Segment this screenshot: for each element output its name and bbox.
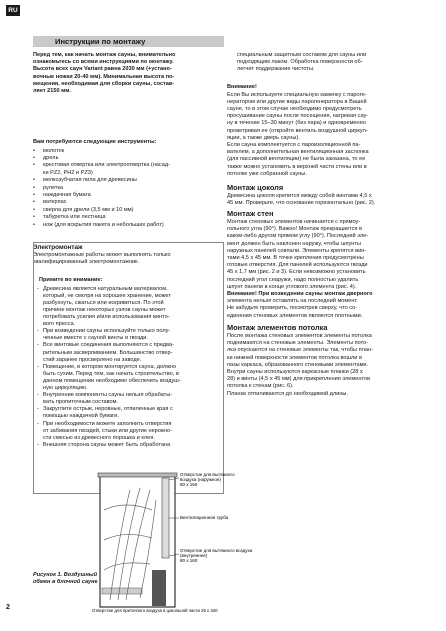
note-item-line: ченные вместе с сауной винты и гвозди.	[43, 335, 148, 342]
bullet-marker: •	[33, 147, 35, 154]
walls-line: Не забудьте проверить, посмотрев сверху, что со-	[227, 305, 358, 312]
bullet-marker: -	[37, 441, 39, 448]
attention-line: ну в течение 15–30 минут (без пара) и одновременно	[227, 120, 366, 127]
note-item-line: данном помещении необходимо обеспечить воздуш-	[43, 377, 181, 384]
label-pipe: Вентиляционная труба	[180, 515, 229, 520]
label-top-2: воздуха (наружное)	[180, 477, 221, 482]
note-item-line: При возведении сауны используйте только полу-	[43, 328, 171, 335]
tool-item: молоток	[43, 147, 65, 154]
tool-item: наждачная бумага	[43, 191, 91, 198]
note-heading: Примите во внимание:	[39, 277, 103, 283]
attention-line: нератором или другие виды парогенератора в Вашей	[227, 98, 367, 105]
bullet-marker: -	[37, 342, 39, 349]
walls-line: мент должен быть наклонен наружу, чтобы шпунты	[227, 240, 361, 247]
title-box	[33, 36, 224, 47]
ceiling-heading: Монтаж элементов потолка	[227, 323, 328, 332]
walls-line: последний угол снаружи, надо полностью удалить	[227, 276, 359, 283]
bullet-marker: -	[37, 392, 39, 399]
label-bottom-3: 80 x 160	[180, 558, 198, 563]
note-item-line: Закруглите острые, неровные, отпиленные края с	[43, 406, 173, 413]
walls-line: элемента нельзя оставлять на последний момент.	[227, 298, 358, 305]
attention-heading: Внимание!	[227, 84, 257, 90]
intro-line: Высота всех саун Variant равна 2030 мм (+устано-	[33, 66, 172, 73]
tool-item: табуретка или лестница	[43, 214, 106, 221]
note-item-line: который, не смотря на хорошее хранение, может	[43, 292, 171, 299]
label-intake: Отверстие для приточного воздуха в цокольной части 25 x 320	[92, 608, 218, 613]
label-bottom-1: Отверстие для вытяжного воздуха	[180, 548, 253, 553]
ceiling-line: потолка к стенам (рис. 6).	[227, 383, 294, 390]
continued-line: подходящим лаком. Обработка поверхности об-	[237, 59, 363, 66]
tool-item: ватерпас	[43, 199, 67, 206]
bullet-marker: •	[33, 177, 35, 184]
attention-line: потолке уже собранной сауны.	[227, 170, 307, 177]
walls-line: единения стеновых элементов являются плотными.	[227, 312, 363, 319]
note-item-line: вать пропиточным составом.	[43, 399, 119, 406]
ceiling-line: поднимаются на стеновые элементы. Элементы пото-	[227, 340, 369, 347]
note-item-line: сти смесью из древесного порошка и клея.	[43, 434, 155, 441]
sauna-airflow-figure	[90, 470, 270, 613]
note-item-line: стий заранее просверлено на заводе.	[43, 356, 142, 363]
bullet-marker: -	[37, 420, 39, 427]
bullet-marker: -	[37, 406, 39, 413]
vent-pipe	[162, 478, 169, 558]
attention-line: Если сауна комплектуется с пароизоляционной па-	[227, 142, 361, 148]
ceiling	[98, 473, 177, 477]
tool-item: крестовая отвертка или электроотвертка (насад-	[43, 162, 170, 169]
tool-item: мелкозубчатая пила для древесины	[43, 177, 137, 184]
bullet-marker: •	[33, 206, 35, 213]
ceiling-line: После монтажа стеновых элементов элементы потолка	[227, 333, 372, 339]
intro-line: мещения, необходимая для сборки сауны, состав-	[33, 80, 175, 87]
base-line: Древесина цоколя крепится между собой винтами 4,5 х	[227, 193, 372, 199]
bullet-marker: -	[37, 328, 39, 335]
note-item-line: Древесина является натуральным материалом,	[43, 285, 168, 292]
note-item-line: рительным засверливанием. Большинство отвер-	[43, 349, 173, 356]
bench	[102, 588, 142, 594]
figure-caption	[33, 572, 98, 586]
tool-item: рулетка	[43, 184, 64, 191]
electric-line: квалифицированный электромонтажник.	[33, 259, 140, 266]
note-item-line: Внешняя сторона сауны может быть обработана	[43, 441, 171, 448]
intro-line: Перед тем, как начать монтаж сауны, внимательно	[33, 52, 176, 58]
attention-line: вателем, а дополнительная вентиляционная заслонка	[227, 149, 369, 156]
electric-line: Электромонтажные работы может выполнять только	[33, 252, 171, 258]
intro-line: ляет 2150 мм.	[33, 88, 71, 94]
figure-caption-line: Рисунок 1. Воздушный	[33, 572, 98, 578]
walls-line: Монтаж стеновых элементов начинается с прямоу-	[227, 219, 361, 225]
bullet-marker: •	[33, 154, 35, 161]
note-item-line: Помещение, в котором монтируется сауна, должно	[43, 363, 177, 370]
ceiling-line: 28) и винты (4,5 х 45 мм) для прикрепления элементов	[227, 376, 371, 383]
label-bottom-2: (внутреннее)	[180, 553, 208, 558]
intro-line: ознакомьтесь со всеми инструкциями по монтажу.	[33, 59, 174, 66]
attention-line: (для пассивной вентиляции) не была заказана, то ее	[227, 156, 366, 163]
continued-line: специальным защитным составом для сауны или	[237, 52, 367, 58]
note-item-line: разбухнуть, сжаться или искривиться. По этой	[43, 299, 164, 306]
attention-line: просушивание сауны после посещения, нагревая сау-	[227, 113, 369, 120]
note-item-line: вого пресса.	[43, 321, 76, 328]
base-line: 45 мм. Проверьте, что основание горизонтально (рис. 2).	[227, 200, 376, 207]
attention-line: яции, а также дверь сауны).	[227, 134, 300, 141]
note-item-line: от забивания гвоздей, стыки или другие неровно-	[43, 427, 172, 434]
note-item-line: Все винтовые соединения выполняются с предва-	[43, 342, 174, 349]
tool-item: ки PZ2, PH2 и PZ3)	[43, 169, 93, 176]
walls-line: наружных панелей совпали. Элементы крепятся вин-	[227, 247, 367, 254]
ceiling-line: пазы каркаса, образованного стеновыми элементами.	[227, 361, 369, 368]
ceiling-line: ки нижней поверхности элементов потолка вошли в	[227, 354, 362, 361]
tool-item: дрель	[43, 154, 59, 161]
label-top-3: 80 x 160	[180, 482, 198, 487]
note-item-line: Внутренние компоненты сауны нельзя обрабаты-	[43, 392, 173, 399]
page-title: Инструкции по монтажу	[55, 37, 146, 46]
bullet-marker: •	[33, 162, 35, 169]
heater	[152, 570, 166, 606]
page-number: 2	[6, 604, 10, 611]
attention-line: проветривая ее (откройте вентиль воздушной циркул-	[227, 127, 368, 134]
bullet-marker: -	[37, 363, 39, 370]
bullet-marker: -	[37, 285, 39, 292]
attention-line: также можно установить в верхней части стены или в	[227, 163, 367, 170]
walls-line: тами 4,5 х 45 мм. В точке крепления предусмотрены	[227, 255, 364, 261]
note-item-line: помощью наждачной бумаги.	[43, 413, 119, 420]
tool-item: сверла для дрели (3,5 мм и 10 мм)	[43, 206, 134, 213]
walls-heading: Монтаж стен	[227, 209, 274, 218]
ceiling-line: лка опускаются на стеновые элементы так, чтобы план-	[227, 347, 373, 354]
continued-line: легчит поддержание чистоты.	[237, 66, 315, 73]
intro-line: вочные ножки 20-40 мм). Минимальная высота по-	[33, 73, 175, 80]
bullet-marker: •	[33, 214, 35, 221]
language-badge: RU	[6, 5, 20, 16]
walls-line: готовые отверстия. Для панелей используются гвозди	[227, 262, 368, 269]
bullet-marker: •	[33, 184, 35, 191]
note-box	[33, 242, 224, 494]
ceiling-line: Внутри сауны используются каркасные планки (28 х	[227, 369, 363, 375]
note-item-line: При необходимости можете заполнить отверстия	[43, 420, 172, 427]
walls-line: шпунт панели в конце углового элемента (рис. 4).	[227, 283, 357, 290]
figure-caption-line: обмен в блочной сауне	[33, 579, 98, 585]
base-heading: Монтаж цоколя	[227, 183, 284, 192]
walls-line: каком-либо другом прямом углу (90°). Последний эле-	[227, 233, 369, 240]
bullet-marker: •	[33, 221, 35, 228]
electric-heading: Электромонтаж	[33, 244, 83, 251]
attention-line: сауне, то в этом случае необходимо предусмотреть	[227, 106, 362, 112]
note-item-line: ную циркуляцию.	[43, 385, 88, 391]
ceiling-line: Планки отпиливаются до необходимой длины.	[227, 390, 348, 397]
note-item-line: причине монтаж некоторых узлов сауны может	[43, 306, 166, 313]
walls-line: 45 х 1,7 мм (рис. 2 и 3). Если невозможно установить	[227, 269, 366, 276]
walls-line: Внимание! При возведении сауны монтаж дверного	[227, 291, 373, 297]
walls-line: гольного угла (90°). Важно! Монтаж прекращается в	[227, 226, 362, 233]
tools-heading: Вам потребуются следующие инструменты:	[33, 139, 157, 145]
note-item-line: быть сухим. Перед тем, как начать строительство, в	[43, 370, 179, 377]
note-item-line: потребовать усилия и/или использования винто-	[43, 314, 170, 320]
tool-item: нож (для вскрытия пакета и небольших работ)	[43, 221, 164, 228]
label-top-1: Отверстие для вытяжного	[180, 472, 235, 477]
attention-line: Если Вы используете специальную каменку с пароге-	[227, 91, 367, 98]
bullet-marker: •	[33, 191, 35, 198]
bullet-marker: •	[33, 199, 35, 206]
